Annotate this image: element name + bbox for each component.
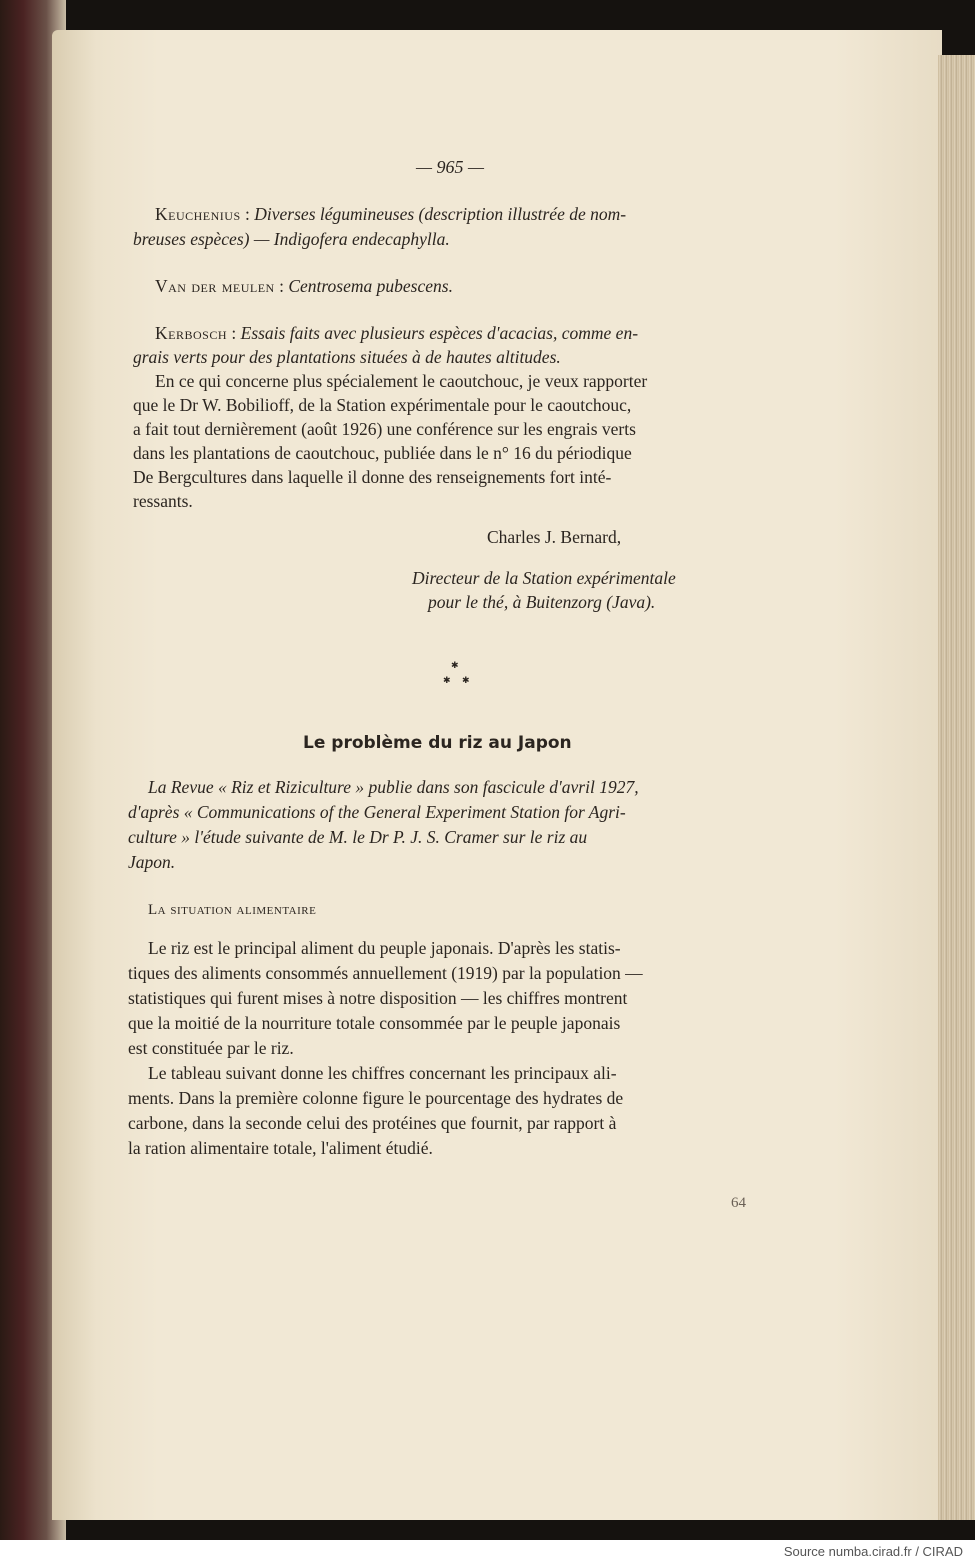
intro-line: La Revue « Riz et Riziculture » publie dans son fascicule d'avril 1927, bbox=[148, 777, 639, 797]
intro-line: d'après « Communications of the General Experiment Station for Agri- bbox=[128, 802, 626, 822]
paragraph-line: De Bergcultures dans laquelle il donne des renseignements fort inté- bbox=[133, 467, 612, 487]
paragraph-line: Le riz est le principal aliment du peuple japonais. D'après les statis- bbox=[148, 938, 621, 958]
reference-line: grais verts pour des plantations situées à de hautes altitudes. bbox=[133, 347, 561, 367]
paragraph-line: Le tableau suivant donne les chiffres concernant les principaux ali- bbox=[148, 1063, 617, 1083]
reference-line: Essais faits avec plusieurs espèces d'acacias, comme en- bbox=[240, 323, 639, 343]
paragraph-line: ments. Dans la première colonne figure le pourcentage des hydrates de bbox=[128, 1088, 624, 1108]
paragraph-line: que la moitié de la nourriture totale consommée par le peuple japonais bbox=[128, 1013, 621, 1033]
article-title: Le problème du riz au Japon bbox=[303, 733, 572, 753]
paragraph-line: a fait tout dernièrement (août 1926) une conférence sur les engrais verts bbox=[133, 419, 636, 439]
intro-line: Japon. bbox=[128, 852, 176, 872]
paragraph-line: carbone, dans la seconde celui des protéines que fournit, par rapport à bbox=[128, 1113, 617, 1133]
reference-author: Van der meulen bbox=[155, 276, 275, 296]
paragraph-line: statistiques qui furent mises à notre disposition — les chiffres montrent bbox=[128, 988, 628, 1008]
reference-kerbosch: Kerbosch : Essais faits avec plusieurs espèces d'acacias, comme en- bbox=[155, 323, 639, 343]
page-edges bbox=[938, 55, 975, 1520]
paragraph-line: est constituée par le riz. bbox=[128, 1038, 294, 1058]
section-heading: La situation alimentaire bbox=[148, 902, 317, 918]
reference-keuchenius: Keuchenius : Diverses légumineuses (description illustrée de nom- bbox=[155, 204, 627, 224]
intro-line: culture » l'étude suivante de M. le Dr P. J. S. Cramer sur le riz au bbox=[128, 827, 588, 847]
paragraph-line: En ce qui concerne plus spécialement le caoutchouc, je veux rapporter bbox=[155, 371, 648, 391]
reference-author: Kerbosch bbox=[155, 323, 227, 343]
separator-star: ✱ bbox=[462, 676, 470, 686]
signature-title: pour le thé, à Buitenzorg (Java). bbox=[428, 592, 656, 612]
signature-name: Charles J. Bernard, bbox=[487, 527, 622, 547]
separator-star: ✱ bbox=[443, 676, 451, 686]
paragraph-line: dans les plantations de caoutchouc, publiée dans le n° 16 du périodique bbox=[133, 443, 632, 463]
signature-title: Directeur de la Station expérimentale bbox=[412, 568, 676, 588]
reference-line: Diverses légumineuses (description illustrée de nom- bbox=[254, 204, 627, 224]
page-number: — 965 — bbox=[416, 157, 485, 177]
signature-mark: 64 bbox=[731, 1195, 746, 1211]
paragraph-line: ressants. bbox=[133, 491, 193, 511]
reference-line: breuses espèces) — Indigofera endecaphylla. bbox=[133, 229, 450, 249]
reference-van-der-meulen: Van der meulen : Centrosema pubescens. bbox=[155, 276, 453, 296]
source-credit: Source numba.cirad.fr / CIRAD bbox=[783, 1544, 963, 1559]
paragraph-line: tiques des aliments consommés annuellement (1919) par la population — bbox=[128, 963, 643, 983]
separator-star: ✱ bbox=[451, 661, 459, 671]
reference-author: Keuchenius bbox=[155, 204, 241, 224]
paragraph-line: que le Dr W. Bobilioff, de la Station expérimentale pour le caoutchouc, bbox=[133, 395, 632, 415]
paragraph-line: la ration alimentaire totale, l'aliment étudié. bbox=[128, 1138, 433, 1158]
reference-line: Centrosema pubescens. bbox=[288, 276, 453, 296]
